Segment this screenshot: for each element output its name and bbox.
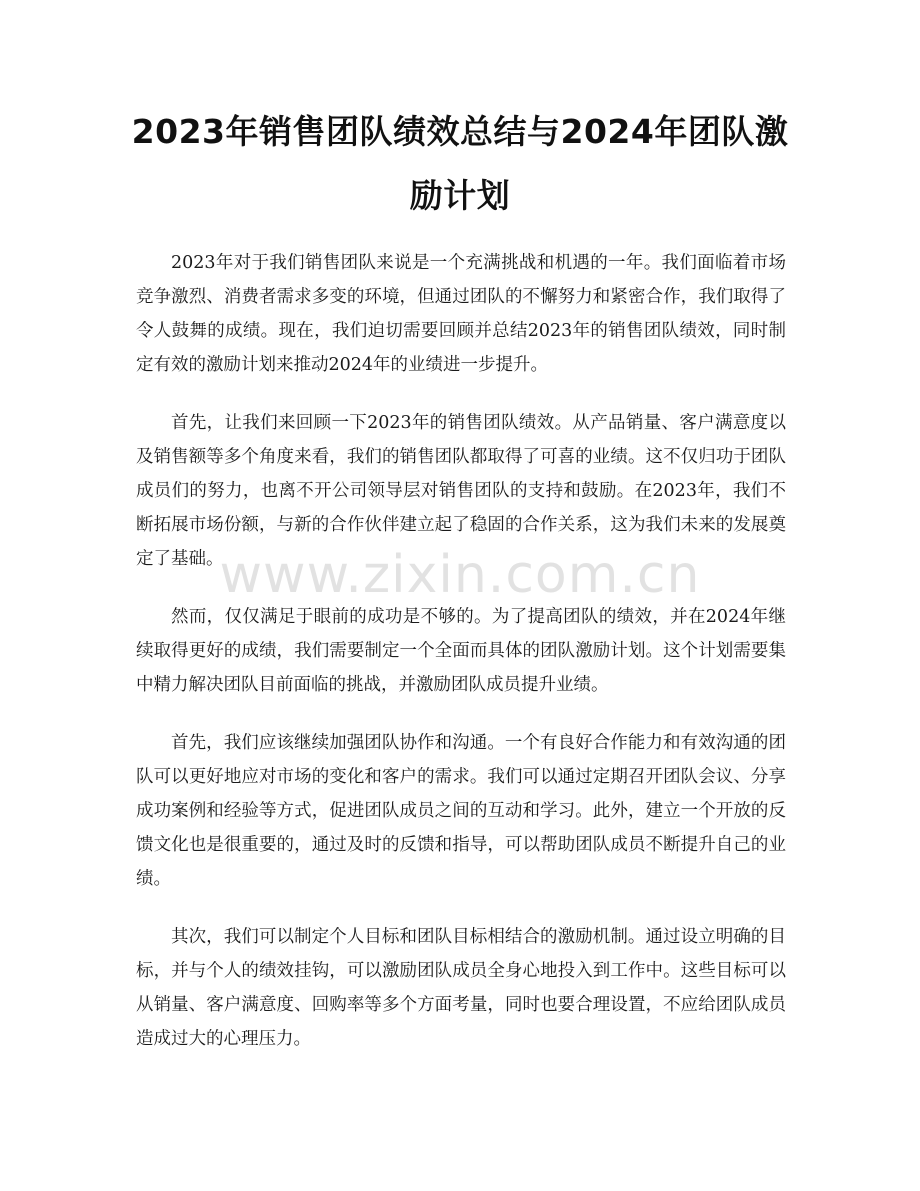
paragraph-1: 2023年对于我们销售团队来说是一个充满挑战和机遇的一年。我们面临着市场竞争激烈、消费者需求多变的环境，但通过团队的不懈努力和紧密合作，我们取得了令人鼓舞的成绩。现在，我们迫切需要回顾并总结2023年的销售团队绩效，同时制定有效的激励计划来推动2024年的业绩进一步提升。 [136,253,786,375]
document-body [136,246,786,1080]
paragraph-5: 其次，我们可以制定个人目标和团队目标相结合的激励机制。通过设立明确的目标，并与个人的绩效挂钩，可以激励团队成员全身心地投入到工作中。这些目标可以从销量、客户满意度、回购率等多个方面考量，同时也要合理设置，不应给团队成员造成过大的心理压力。 [136,927,786,1049]
watermark: www.zixin.com.cn [219,545,701,605]
paragraph-4: 首先，我们应该继续加强团队协作和沟通。一个有良好合作能力和有效沟通的团队可以更好地应对市场的变化和客户的需求。我们可以通过定期召开团队会议、分享成功案例和经验等方式，促进团队成员之间的互动和学习。此外，建立一个开放的反馈文化也是很重要的，通过及时的反馈和指导，可以帮助团队成员不断提升自己的业绩。 [136,733,786,889]
paragraph-2: 首先，让我们来回顾一下2023年的销售团队绩效。从产品销量、客户满意度以及销售额等多个角度来看，我们的销售团队都取得了可喜的业绩。这不仅归功于团队成员们的努力，也离不开公司领导层对销售团队的支持和鼓励。在2023年，我们不断拓展市场份额，与新的合作伙伴建立起了稳固的合作关系，这为我们未来的发展奠定了基础。 [136,413,786,569]
paragraph-3: 然而，仅仅满足于眼前的成功是不够的。为了提高团队的绩效，并在2024年继续取得更好的成绩，我们需要制定一个全面而具体的团队激励计划。这个计划需要集中精力解决团队目前面临的挑战，并激励团队成员提升业绩。 [136,607,786,695]
document-title: 2023年销售团队绩效总结与2024年团队激励计划 [131,112,789,215]
